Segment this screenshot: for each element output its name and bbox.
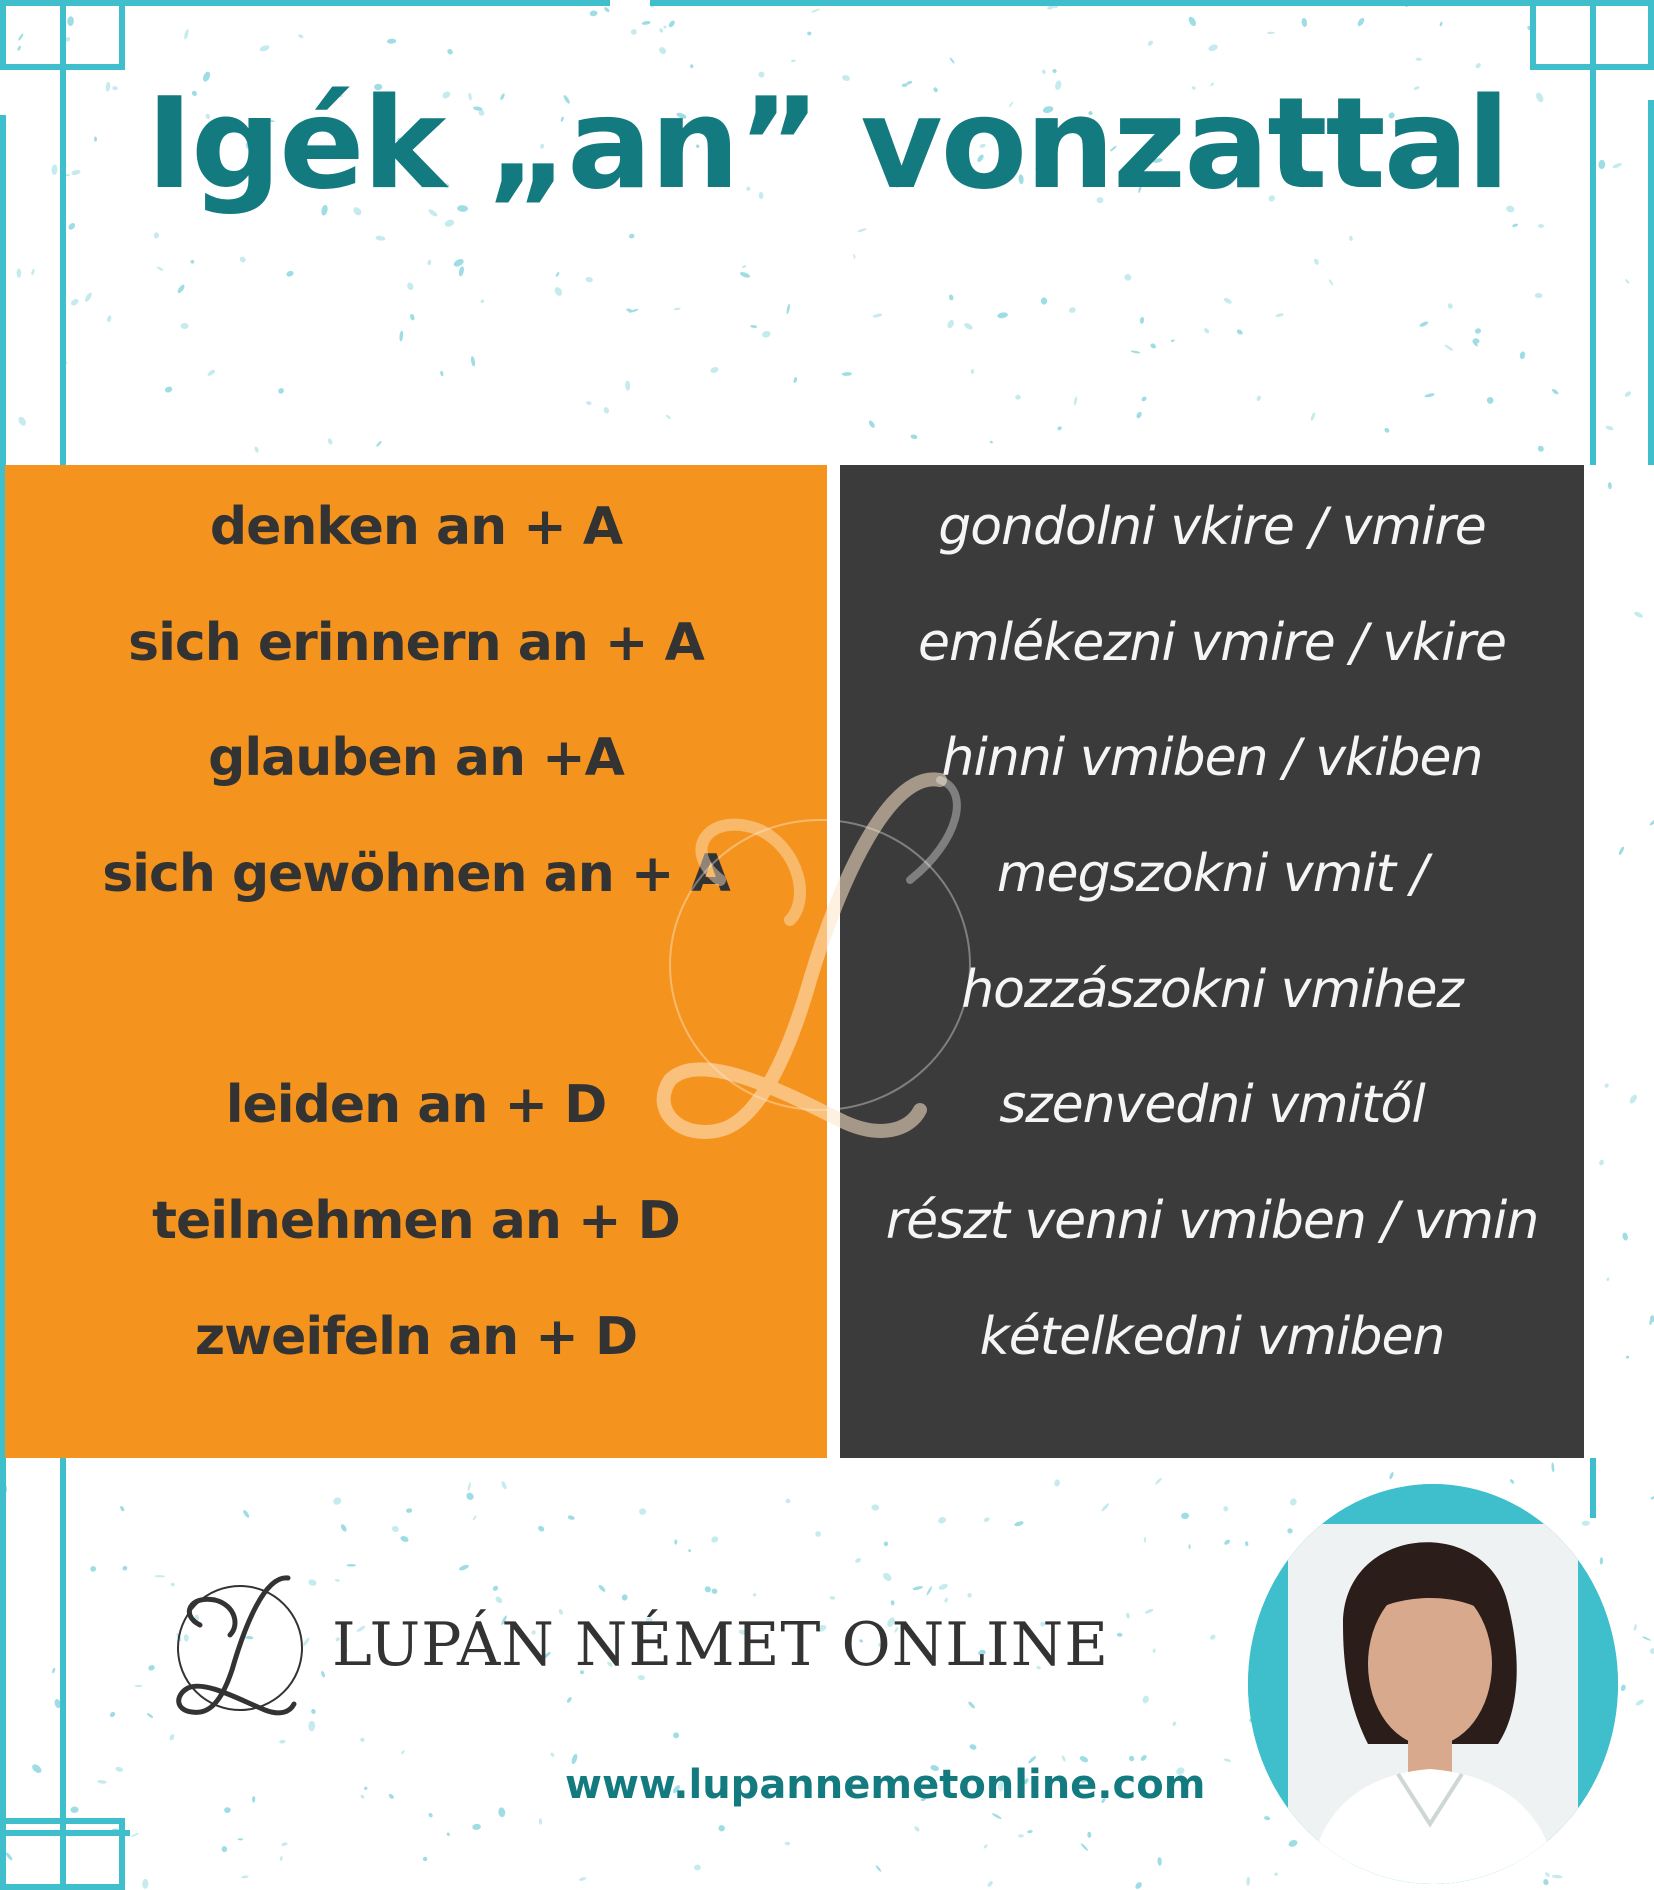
speckle-dot bbox=[254, 446, 260, 453]
german-verb-1: denken an + A bbox=[209, 497, 623, 557]
speckle-dot bbox=[1286, 1527, 1293, 1534]
speckle-dot bbox=[807, 32, 811, 36]
speckle-dot bbox=[1628, 1093, 1638, 1104]
brand-logo-icon bbox=[170, 1570, 310, 1720]
speckle-dot bbox=[1424, 393, 1435, 398]
speckle-dot bbox=[16, 268, 21, 278]
speckle-dot bbox=[579, 1876, 587, 1881]
speckle-dot bbox=[1512, 223, 1519, 228]
speckle-dot bbox=[1157, 1857, 1162, 1866]
speckle-dot bbox=[224, 1807, 231, 1813]
speckle-dot bbox=[1171, 339, 1175, 342]
speckle-dot bbox=[1649, 817, 1654, 826]
speckle-dot bbox=[1189, 1544, 1191, 1549]
speckle-dot bbox=[1606, 1277, 1610, 1282]
speckle-dot bbox=[1223, 1539, 1231, 1546]
speckle-dot bbox=[1552, 1874, 1563, 1878]
speckle-dot bbox=[440, 370, 444, 376]
speckle-dot bbox=[949, 57, 955, 64]
speckle-dot bbox=[1124, 273, 1132, 281]
speckle-dot bbox=[135, 1685, 143, 1687]
speckle-dot bbox=[1633, 1624, 1637, 1631]
speckle-dot bbox=[1649, 1648, 1654, 1655]
speckle-dot bbox=[1474, 327, 1482, 334]
speckle-dot bbox=[387, 38, 397, 43]
speckle-dot bbox=[603, 406, 610, 414]
speckle-dot bbox=[1301, 18, 1308, 28]
speckle-dot bbox=[694, 1864, 702, 1871]
speckle-dot bbox=[498, 1807, 506, 1818]
german-verb-8: zweifeln an + D bbox=[194, 1307, 638, 1367]
person-silhouette-icon bbox=[1248, 1484, 1618, 1884]
speckle-dot bbox=[983, 1516, 990, 1522]
speckle-dot bbox=[1144, 1608, 1154, 1614]
speckle-dot bbox=[1519, 351, 1526, 360]
speckle-dot bbox=[628, 233, 635, 239]
speckle-dot bbox=[1068, 306, 1076, 313]
speckle-dot bbox=[1635, 1698, 1645, 1706]
speckle-dot bbox=[912, 1585, 923, 1591]
speckle-dot bbox=[1598, 1159, 1604, 1166]
speckle-dot bbox=[17, 415, 28, 427]
speckle-dot bbox=[1419, 320, 1429, 327]
speckle-dot bbox=[1383, 427, 1390, 434]
speckle-dot bbox=[742, 264, 747, 268]
speckle-dot bbox=[967, 1701, 976, 1710]
speckle-dot bbox=[90, 1565, 97, 1572]
speckle-dot bbox=[1087, 1832, 1091, 1838]
speckle-dot bbox=[1625, 279, 1631, 285]
german-verbs-panel bbox=[5, 465, 827, 1458]
speckle-dot bbox=[658, 46, 668, 56]
speckle-dot bbox=[1209, 1634, 1216, 1641]
speckle-dot bbox=[1267, 32, 1275, 34]
speckle-dot bbox=[444, 218, 455, 228]
speckle-dot bbox=[1147, 40, 1154, 47]
speckle-dot bbox=[169, 1733, 176, 1741]
speckle-dot bbox=[1509, 1478, 1515, 1484]
speckle-dot bbox=[1040, 297, 1047, 305]
brand-name: LUPÁN NÉMET ONLINE bbox=[332, 1610, 1110, 1680]
speckle-dot bbox=[1256, 395, 1262, 402]
speckle-dot bbox=[458, 1564, 469, 1572]
speckle-dot bbox=[703, 1585, 712, 1594]
speckle-dot bbox=[221, 1846, 227, 1853]
speckle-dot bbox=[785, 1498, 791, 1504]
speckle-dot bbox=[603, 6, 610, 13]
hungarian-translation-5: hozzászokni vmihez bbox=[961, 960, 1463, 1020]
frame-corner-top-left bbox=[0, 0, 125, 70]
speckle-dot bbox=[30, 1763, 43, 1775]
speckle-dot bbox=[1131, 350, 1141, 354]
speckle-dot bbox=[881, 1571, 893, 1582]
speckle-dot bbox=[130, 1832, 139, 1838]
speckle-dot bbox=[1551, 388, 1559, 395]
speckle-dot bbox=[1246, 1877, 1250, 1886]
speckle-dot bbox=[388, 1793, 395, 1800]
speckle-dot bbox=[1236, 328, 1244, 335]
german-verb-2: sich erinnern an + A bbox=[128, 613, 704, 673]
speckle-dot bbox=[422, 1856, 428, 1862]
speckle-dot bbox=[1624, 390, 1632, 398]
frame-corner-bottom-left bbox=[0, 1818, 125, 1890]
frame-corner-top-right bbox=[1530, 0, 1654, 70]
website-link[interactable]: www.lupannemetonline.com bbox=[565, 1762, 1206, 1808]
speckle-dot bbox=[1018, 1834, 1024, 1837]
speckle-dot bbox=[971, 369, 975, 374]
speckle-dot bbox=[983, 1844, 988, 1849]
speckle-dot bbox=[761, 330, 771, 338]
speckle-dot bbox=[252, 1796, 256, 1803]
speckle-dot bbox=[963, 322, 974, 331]
speckle-dot bbox=[346, 1564, 356, 1567]
speckle-dot bbox=[987, 1880, 994, 1888]
speckle-dot bbox=[494, 1595, 503, 1604]
speckle-dot bbox=[641, 20, 650, 25]
speckle-dot bbox=[501, 1480, 508, 1489]
speckle-dot bbox=[311, 1708, 317, 1714]
speckle-dot bbox=[480, 299, 485, 304]
german-verb-6: leiden an + D bbox=[225, 1075, 607, 1135]
speckle-dot bbox=[871, 1504, 879, 1510]
speckle-dot bbox=[811, 8, 821, 13]
speckle-dot bbox=[938, 1583, 949, 1591]
speckle-dot bbox=[672, 1731, 680, 1739]
speckle-dot bbox=[630, 28, 637, 35]
speckle-dot bbox=[67, 222, 76, 231]
speckle-dot bbox=[585, 276, 593, 282]
speckle-dot bbox=[119, 1505, 125, 1512]
speckle-dot bbox=[391, 1525, 400, 1533]
speckle-dot bbox=[399, 330, 404, 341]
speckle-dot bbox=[1015, 394, 1021, 400]
german-verb-3: glauben an +A bbox=[208, 728, 624, 788]
speckle-dot bbox=[944, 1597, 949, 1603]
author-portrait bbox=[1248, 1484, 1618, 1884]
speckle-dot bbox=[690, 64, 694, 69]
speckle-dot bbox=[1650, 1496, 1654, 1501]
speckle-dot bbox=[427, 259, 431, 265]
speckle-dot bbox=[154, 1575, 165, 1578]
speckle-dot bbox=[1027, 1830, 1033, 1834]
speckle-dot bbox=[142, 1879, 148, 1889]
page-title: Igék „an” vonzattal bbox=[146, 70, 1508, 217]
hungarian-translation-2: emlékezni vmire / vkire bbox=[918, 613, 1506, 673]
speckle-dot bbox=[1475, 62, 1482, 69]
frame-top-right bbox=[650, 0, 1654, 6]
speckle-dot bbox=[1054, 1479, 1061, 1487]
speckle-dot bbox=[1149, 342, 1157, 349]
speckle-dot bbox=[1582, 1520, 1591, 1526]
speckle-dot bbox=[1389, 1471, 1395, 1479]
speckle-dot bbox=[1608, 482, 1612, 490]
speckle-dot bbox=[752, 1593, 757, 1598]
speckle-dot bbox=[470, 356, 476, 367]
speckle-dot bbox=[829, 1596, 835, 1600]
speckle-dot bbox=[997, 312, 1009, 319]
speckle-dot bbox=[948, 294, 954, 301]
speckle-dot bbox=[937, 1516, 947, 1525]
speckle-dot bbox=[360, 1794, 365, 1799]
speckle-dot bbox=[280, 1856, 283, 1862]
speckle-dot bbox=[665, 414, 671, 420]
speckle-dot bbox=[539, 1818, 543, 1825]
speckle-dot bbox=[401, 1750, 406, 1755]
hungarian-translation-1: gondolni vkire / vmire bbox=[938, 497, 1486, 557]
speckle-dot bbox=[1626, 1356, 1629, 1359]
speckle-dot bbox=[1073, 396, 1077, 406]
speckle-dot bbox=[1600, 1557, 1604, 1564]
speckle-dot bbox=[793, 377, 798, 384]
hungarian-translations-panel bbox=[840, 465, 1584, 1458]
speckle-dot bbox=[1126, 1612, 1131, 1619]
speckle-dot bbox=[400, 1535, 410, 1543]
speckle-dot bbox=[621, 1594, 627, 1601]
speckle-dot bbox=[1141, 396, 1148, 403]
speckle-dot bbox=[1223, 1758, 1231, 1763]
speckle-dot bbox=[1134, 1881, 1143, 1890]
speckle-dot bbox=[239, 255, 247, 263]
speckle-dot bbox=[842, 372, 852, 376]
speckle-dot bbox=[1310, 412, 1316, 421]
speckle-dot bbox=[1139, 317, 1144, 324]
speckle-dot bbox=[1014, 1520, 1024, 1527]
speckle-dot bbox=[739, 271, 751, 279]
speckle-dot bbox=[875, 1865, 882, 1873]
speckle-dot bbox=[106, 315, 112, 323]
speckle-dot bbox=[1604, 1083, 1610, 1089]
speckle-dot bbox=[926, 1586, 933, 1596]
speckle-dot bbox=[1187, 15, 1197, 27]
speckle-dot bbox=[409, 313, 415, 321]
speckle-dot bbox=[872, 313, 882, 319]
speckle-dot bbox=[1172, 1721, 1177, 1727]
speckle-dot bbox=[1544, 1872, 1550, 1878]
speckle-dot bbox=[718, 1824, 726, 1832]
speckle-dot bbox=[1264, 1816, 1271, 1821]
speckle-dot bbox=[1144, 1537, 1146, 1543]
speckle-dot bbox=[446, 1832, 450, 1837]
speckle-dot bbox=[465, 1491, 475, 1501]
speckle-dot bbox=[663, 25, 667, 29]
speckle-dot bbox=[1633, 611, 1644, 619]
speckle-dot bbox=[1551, 1462, 1555, 1472]
speckle-dot bbox=[1101, 1502, 1110, 1512]
speckle-dot bbox=[242, 1509, 250, 1519]
hungarian-translation-7: részt venni vmiben / vmin bbox=[885, 1191, 1539, 1251]
speckle-dot bbox=[891, 1600, 895, 1605]
speckle-dot bbox=[84, 292, 94, 303]
speckle-dot bbox=[989, 440, 993, 444]
speckle-dot bbox=[1415, 58, 1422, 61]
speckle-dot bbox=[340, 1523, 348, 1532]
speckle-dot bbox=[1328, 279, 1334, 286]
speckle-dot bbox=[327, 438, 333, 446]
speckle-dot bbox=[472, 1515, 477, 1521]
german-verb-4: sich gewöhnen an + A bbox=[102, 844, 730, 904]
speckle-dot bbox=[1642, 1636, 1652, 1642]
speckle-dot bbox=[1135, 411, 1142, 419]
speckle-dot bbox=[786, 303, 791, 314]
speckle-dot bbox=[1140, 1754, 1148, 1762]
frame-right-lower bbox=[1590, 1458, 1596, 1518]
speckle-dot bbox=[537, 1525, 545, 1533]
speckle-dot bbox=[1289, 1497, 1298, 1506]
speckle-dot bbox=[122, 1565, 129, 1571]
speckle-dot bbox=[913, 1825, 920, 1832]
speckle-dot bbox=[359, 1737, 365, 1743]
speckle-dot bbox=[259, 44, 270, 53]
speckle-dot bbox=[1207, 43, 1218, 52]
speckle-dot bbox=[1486, 396, 1495, 405]
speckle-dot bbox=[857, 227, 867, 233]
speckle-dot bbox=[97, 1780, 107, 1785]
speckle-dot bbox=[281, 1842, 288, 1847]
speckle-dot bbox=[180, 323, 188, 329]
speckle-dot bbox=[115, 1766, 124, 1773]
speckle-dot bbox=[146, 1712, 154, 1718]
speckle-dot bbox=[1439, 21, 1443, 26]
speckle-dot bbox=[238, 1838, 244, 1840]
speckle-dot bbox=[589, 10, 597, 17]
speckle-dot bbox=[375, 440, 382, 447]
speckle-dot bbox=[190, 260, 194, 264]
speckle-dot bbox=[946, 319, 955, 329]
speckle-dot bbox=[566, 1696, 573, 1703]
german-verb-7: teilnehmen an + D bbox=[152, 1191, 680, 1251]
speckle-dot bbox=[277, 387, 285, 395]
speckle-dot bbox=[1274, 1872, 1279, 1876]
speckle-dot bbox=[586, 401, 592, 406]
speckle-dot bbox=[1620, 1684, 1626, 1692]
speckle-dot bbox=[853, 254, 856, 259]
speckle-dot bbox=[492, 1585, 499, 1592]
speckle-dot bbox=[555, 272, 560, 278]
speckle-dot bbox=[1538, 224, 1544, 228]
speckle-dot bbox=[406, 1508, 413, 1513]
speckle-dot bbox=[567, 1515, 575, 1521]
speckle-dot bbox=[279, 1739, 286, 1743]
speckle-dot bbox=[1154, 1477, 1162, 1485]
speckle-dot bbox=[1128, 1755, 1135, 1762]
speckle-dot bbox=[1618, 846, 1625, 856]
speckle-dot bbox=[70, 298, 80, 307]
speckle-dot bbox=[156, 266, 164, 271]
speckle-dot bbox=[710, 366, 720, 374]
speckle-dot bbox=[1080, 1843, 1089, 1852]
speckle-dot bbox=[147, 1664, 155, 1671]
speckle-dot bbox=[1275, 313, 1284, 318]
speckle-dot bbox=[406, 282, 415, 292]
speckle-dot bbox=[109, 1711, 116, 1718]
speckle-dot bbox=[991, 1812, 1002, 1820]
speckle-dot bbox=[553, 286, 564, 297]
speckle-dot bbox=[1356, 17, 1365, 27]
speckle-dot bbox=[335, 1579, 340, 1582]
speckle-dot bbox=[164, 386, 173, 394]
speckle-dot bbox=[1057, 425, 1063, 431]
speckle-dot bbox=[1288, 1839, 1299, 1848]
speckle-dot bbox=[1142, 1695, 1150, 1704]
speckle-dot bbox=[1223, 1506, 1229, 1512]
hungarian-translation-8: kételkedni vmiben bbox=[979, 1307, 1445, 1367]
speckle-dot bbox=[308, 1721, 315, 1732]
speckle-dot bbox=[1535, 293, 1543, 298]
speckle-dot bbox=[750, 325, 757, 329]
speckle-dot bbox=[969, 1743, 978, 1750]
speckle-dot bbox=[241, 1875, 249, 1879]
speckle-dot bbox=[1605, 425, 1614, 431]
speckle-dot bbox=[363, 1786, 368, 1791]
speckle-dot bbox=[625, 380, 630, 390]
speckle-dot bbox=[868, 419, 876, 428]
speckle-dot bbox=[710, 1535, 719, 1544]
speckle-dot bbox=[815, 1531, 822, 1538]
hungarian-translation-3: hinni vmiben / vkiben bbox=[941, 728, 1483, 788]
speckle-dot bbox=[711, 1588, 718, 1595]
speckle-dot bbox=[910, 434, 918, 440]
hungarian-translation-6: szenvedni vmitől bbox=[999, 1075, 1425, 1135]
speckle-dot bbox=[884, 1541, 889, 1546]
speckle-dot bbox=[286, 270, 295, 278]
speckle-dot bbox=[458, 266, 465, 277]
speckle-dot bbox=[70, 1806, 79, 1813]
speckle-dot bbox=[472, 1823, 481, 1830]
speckle-dot bbox=[1117, 1633, 1123, 1637]
speckle-dot bbox=[550, 1752, 555, 1758]
speckle-dot bbox=[1444, 344, 1454, 352]
speckle-dot bbox=[658, 28, 663, 34]
speckle-dot bbox=[31, 269, 36, 276]
speckle-dot bbox=[967, 1593, 971, 1598]
speckle-dot bbox=[1349, 235, 1353, 241]
speckle-dot bbox=[1447, 302, 1454, 309]
speckle-dot bbox=[176, 284, 185, 295]
speckle-dot bbox=[298, 33, 304, 39]
speckle-dot bbox=[791, 60, 796, 63]
speckle-dot bbox=[639, 1508, 646, 1515]
speckle-dot bbox=[154, 232, 160, 238]
speckle-dot bbox=[688, 1549, 691, 1553]
speckle-dot bbox=[1203, 327, 1210, 334]
speckle-dot bbox=[674, 1539, 677, 1544]
speckle-dot bbox=[1223, 297, 1233, 305]
speckle-dot bbox=[51, 1667, 55, 1673]
speckle-dot bbox=[1152, 1648, 1155, 1653]
speckle-dot bbox=[183, 29, 189, 40]
speckle-dot bbox=[332, 1496, 343, 1506]
speckle-dot bbox=[674, 307, 681, 310]
speckle-dot bbox=[446, 48, 454, 55]
hungarian-translation-4: megszokni vmit / bbox=[996, 844, 1428, 904]
speckle-dot bbox=[1245, 1541, 1249, 1546]
speckle-dot bbox=[467, 1482, 471, 1491]
speckle-dot bbox=[375, 235, 386, 241]
speckle-dot bbox=[1313, 258, 1320, 266]
speckle-dot bbox=[784, 1841, 790, 1845]
speckle-dot bbox=[207, 369, 217, 377]
speckle-dot bbox=[668, 19, 676, 28]
speckle-dot bbox=[854, 1557, 862, 1564]
speckle-dot bbox=[598, 1584, 607, 1593]
speckle-dot bbox=[1543, 1878, 1550, 1885]
speckle-dot bbox=[1622, 1232, 1629, 1241]
speckle-dot bbox=[1537, 444, 1545, 452]
speckle-dot bbox=[1181, 1512, 1189, 1519]
speckle-dot bbox=[320, 1670, 325, 1677]
speckle-dot bbox=[428, 1812, 434, 1818]
